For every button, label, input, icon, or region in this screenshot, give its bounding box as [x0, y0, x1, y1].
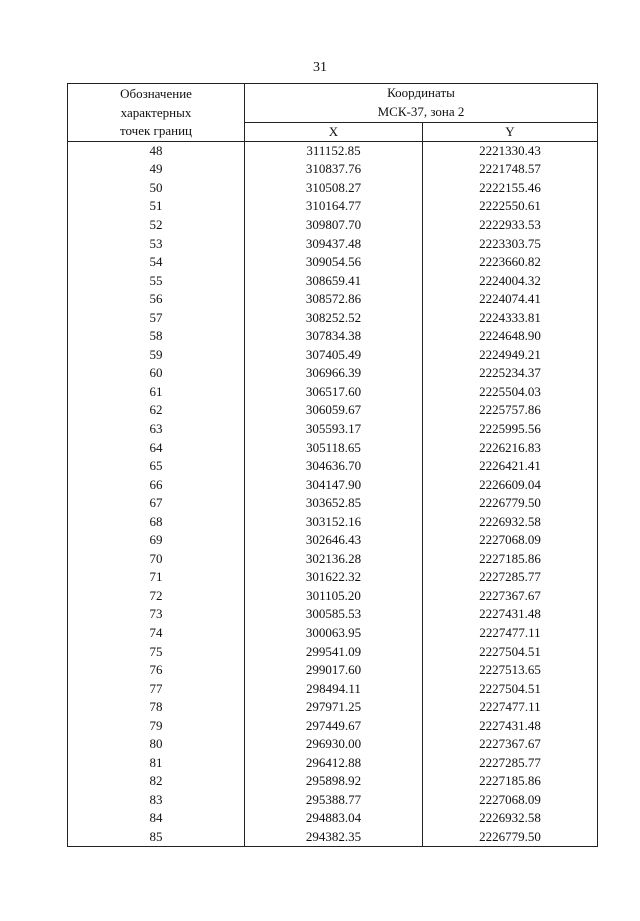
y-coordinate-cell: 2227513.65	[423, 661, 598, 680]
x-coordinate-cell: 307405.49	[245, 346, 423, 365]
table-row	[68, 550, 598, 569]
point-cell: 79	[68, 716, 245, 735]
point-cell: 70	[68, 550, 245, 569]
point-cell: 53	[68, 234, 245, 253]
coordinates-header	[245, 84, 598, 123]
x-coordinate-cell: 309437.48	[245, 234, 423, 253]
y-coordinate-cell: 2224333.81	[423, 308, 598, 327]
x-coordinate-cell: 306966.39	[245, 364, 423, 383]
table-row	[68, 401, 598, 420]
coords-header-line: Координаты	[387, 85, 455, 101]
table-row	[68, 234, 598, 253]
y-coordinate-cell: 2227477.11	[423, 698, 598, 717]
x-coordinate-cell: 309807.70	[245, 216, 423, 235]
table-row	[68, 141, 598, 160]
point-cell: 72	[68, 587, 245, 606]
table-row	[68, 624, 598, 643]
x-coordinate-cell: 308252.52	[245, 308, 423, 327]
point-cell: 78	[68, 698, 245, 717]
point-designation-header	[68, 84, 245, 142]
x-coordinate-cell: 296412.88	[245, 754, 423, 773]
table-row	[68, 828, 598, 847]
y-coordinate-cell: 2221330.43	[423, 141, 598, 160]
table-row	[68, 642, 598, 661]
table-row	[68, 346, 598, 365]
x-coordinate-cell: 297449.67	[245, 716, 423, 735]
y-coordinate-cell: 2227504.51	[423, 679, 598, 698]
table-row	[68, 308, 598, 327]
x-coordinate-cell: 304147.90	[245, 475, 423, 494]
y-coordinate-cell: 2222933.53	[423, 216, 598, 235]
x-coordinate-cell: 301622.32	[245, 568, 423, 587]
y-coordinate-cell: 2227504.51	[423, 642, 598, 661]
x-coordinate-cell: 295388.77	[245, 791, 423, 810]
y-coordinate-cell: 2225995.56	[423, 420, 598, 439]
x-coordinate-cell: 296930.00	[245, 735, 423, 754]
table-row	[68, 271, 598, 290]
y-coordinate-cell: 2223660.82	[423, 253, 598, 272]
table-row	[68, 253, 598, 272]
y-coordinate-cell: 2223303.75	[423, 234, 598, 253]
y-coordinate-cell: 2225234.37	[423, 364, 598, 383]
table-row	[68, 216, 598, 235]
table-row	[68, 605, 598, 624]
point-cell: 85	[68, 828, 245, 847]
y-coordinate-cell: 2226216.83	[423, 438, 598, 457]
point-cell: 73	[68, 605, 245, 624]
table-row	[68, 438, 598, 457]
table-row	[68, 698, 598, 717]
x-coordinate-cell: 305118.65	[245, 438, 423, 457]
point-cell: 61	[68, 383, 245, 402]
y-coordinate-cell: 2224074.41	[423, 290, 598, 309]
point-cell: 77	[68, 679, 245, 698]
table-row	[68, 735, 598, 754]
point-cell: 71	[68, 568, 245, 587]
table-row	[68, 494, 598, 513]
table-row	[68, 587, 598, 606]
point-cell: 76	[68, 661, 245, 680]
point-cell: 82	[68, 772, 245, 791]
y-coordinate-cell: 2225504.03	[423, 383, 598, 402]
table-body	[68, 141, 598, 847]
table-row	[68, 290, 598, 309]
point-cell: 62	[68, 401, 245, 420]
x-coordinate-cell: 308659.41	[245, 271, 423, 290]
table-row	[68, 754, 598, 773]
y-coordinate-cell: 2227068.09	[423, 791, 598, 810]
point-header-line: характерных	[120, 104, 192, 120]
x-coordinate-cell: 303652.85	[245, 494, 423, 513]
coords-header-line: МСК-37, зона 2	[377, 103, 465, 119]
y-coordinate-cell: 2227068.09	[423, 531, 598, 550]
y-coordinate-cell: 2227185.86	[423, 772, 598, 791]
x-coordinate-cell: 308572.86	[245, 290, 423, 309]
point-header-line: точек границ	[119, 123, 193, 138]
x-coordinate-cell: 304636.70	[245, 457, 423, 476]
x-coordinate-cell: 305593.17	[245, 420, 423, 439]
point-cell: 63	[68, 420, 245, 439]
point-cell: 69	[68, 531, 245, 550]
point-cell: 84	[68, 809, 245, 828]
y-coordinate-cell: 2227285.77	[423, 568, 598, 587]
y-coordinate-cell: 2227477.11	[423, 624, 598, 643]
x-column-header: X	[245, 122, 423, 141]
x-coordinate-cell: 300063.95	[245, 624, 423, 643]
y-coordinate-cell: 2227367.67	[423, 735, 598, 754]
x-coordinate-cell: 299017.60	[245, 661, 423, 680]
point-cell: 57	[68, 308, 245, 327]
y-coordinate-cell: 2227285.77	[423, 754, 598, 773]
x-coordinate-cell: 306517.60	[245, 383, 423, 402]
x-coordinate-cell: 299541.09	[245, 642, 423, 661]
point-cell: 54	[68, 253, 245, 272]
point-cell: 66	[68, 475, 245, 494]
point-cell: 68	[68, 512, 245, 531]
point-cell: 81	[68, 754, 245, 773]
point-cell: 50	[68, 179, 245, 198]
table-row	[68, 791, 598, 810]
table-row	[68, 531, 598, 550]
x-coordinate-cell: 309054.56	[245, 253, 423, 272]
x-coordinate-cell: 302136.28	[245, 550, 423, 569]
page-number: 31	[313, 60, 327, 75]
table-row	[68, 512, 598, 531]
point-header-line: Обозначение	[120, 86, 192, 101]
y-coordinate-cell: 2226421.41	[423, 457, 598, 476]
table-row	[68, 661, 598, 680]
y-coordinate-cell: 2224949.21	[423, 346, 598, 365]
point-cell: 80	[68, 735, 245, 754]
table-row	[68, 457, 598, 476]
point-cell: 67	[68, 494, 245, 513]
table-row	[68, 716, 598, 735]
x-coordinate-cell: 298494.11	[245, 679, 423, 698]
point-cell: 75	[68, 642, 245, 661]
table-row	[68, 383, 598, 402]
point-cell: 64	[68, 438, 245, 457]
x-coordinate-cell: 311152.85	[245, 141, 423, 160]
table-row	[68, 679, 598, 698]
point-cell: 52	[68, 216, 245, 235]
y-coordinate-cell: 2227431.48	[423, 605, 598, 624]
table-row	[68, 160, 598, 179]
point-cell: 60	[68, 364, 245, 383]
x-coordinate-cell: 310164.77	[245, 197, 423, 216]
point-cell: 83	[68, 791, 245, 810]
coordinates-table	[67, 83, 598, 847]
point-cell: 56	[68, 290, 245, 309]
point-cell: 58	[68, 327, 245, 346]
table-row	[68, 197, 598, 216]
x-coordinate-cell: 307834.38	[245, 327, 423, 346]
x-coordinate-cell: 295898.92	[245, 772, 423, 791]
y-coordinate-cell: 2226932.58	[423, 809, 598, 828]
point-cell: 51	[68, 197, 245, 216]
y-coordinate-cell: 2222155.46	[423, 179, 598, 198]
point-cell: 49	[68, 160, 245, 179]
point-cell: 48	[68, 141, 245, 160]
y-coordinate-cell: 2226779.50	[423, 828, 598, 847]
y-coordinate-cell: 2221748.57	[423, 160, 598, 179]
point-cell: 74	[68, 624, 245, 643]
y-coordinate-cell: 2225757.86	[423, 401, 598, 420]
y-column-header: Y	[423, 122, 598, 141]
x-coordinate-cell: 300585.53	[245, 605, 423, 624]
y-coordinate-cell: 2224648.90	[423, 327, 598, 346]
table-row	[68, 568, 598, 587]
point-cell: 55	[68, 271, 245, 290]
table-row	[68, 475, 598, 494]
x-coordinate-cell: 310837.76	[245, 160, 423, 179]
table-row	[68, 327, 598, 346]
y-coordinate-cell: 2226932.58	[423, 512, 598, 531]
table-row	[68, 420, 598, 439]
table-row	[68, 772, 598, 791]
point-cell: 65	[68, 457, 245, 476]
x-coordinate-cell: 297971.25	[245, 698, 423, 717]
x-coordinate-cell: 302646.43	[245, 531, 423, 550]
y-coordinate-cell: 2222550.61	[423, 197, 598, 216]
y-coordinate-cell: 2227185.86	[423, 550, 598, 569]
x-coordinate-cell: 294382.35	[245, 828, 423, 847]
x-coordinate-cell: 301105.20	[245, 587, 423, 606]
table-row	[68, 364, 598, 383]
y-coordinate-cell: 2224004.32	[423, 271, 598, 290]
x-coordinate-cell: 294883.04	[245, 809, 423, 828]
y-coordinate-cell: 2227367.67	[423, 587, 598, 606]
y-coordinate-cell: 2227431.48	[423, 716, 598, 735]
table-row	[68, 179, 598, 198]
x-coordinate-cell: 306059.67	[245, 401, 423, 420]
table-row	[68, 809, 598, 828]
x-coordinate-cell: 310508.27	[245, 179, 423, 198]
y-coordinate-cell: 2226609.04	[423, 475, 598, 494]
point-cell: 59	[68, 346, 245, 365]
y-coordinate-cell: 2226779.50	[423, 494, 598, 513]
x-coordinate-cell: 303152.16	[245, 512, 423, 531]
